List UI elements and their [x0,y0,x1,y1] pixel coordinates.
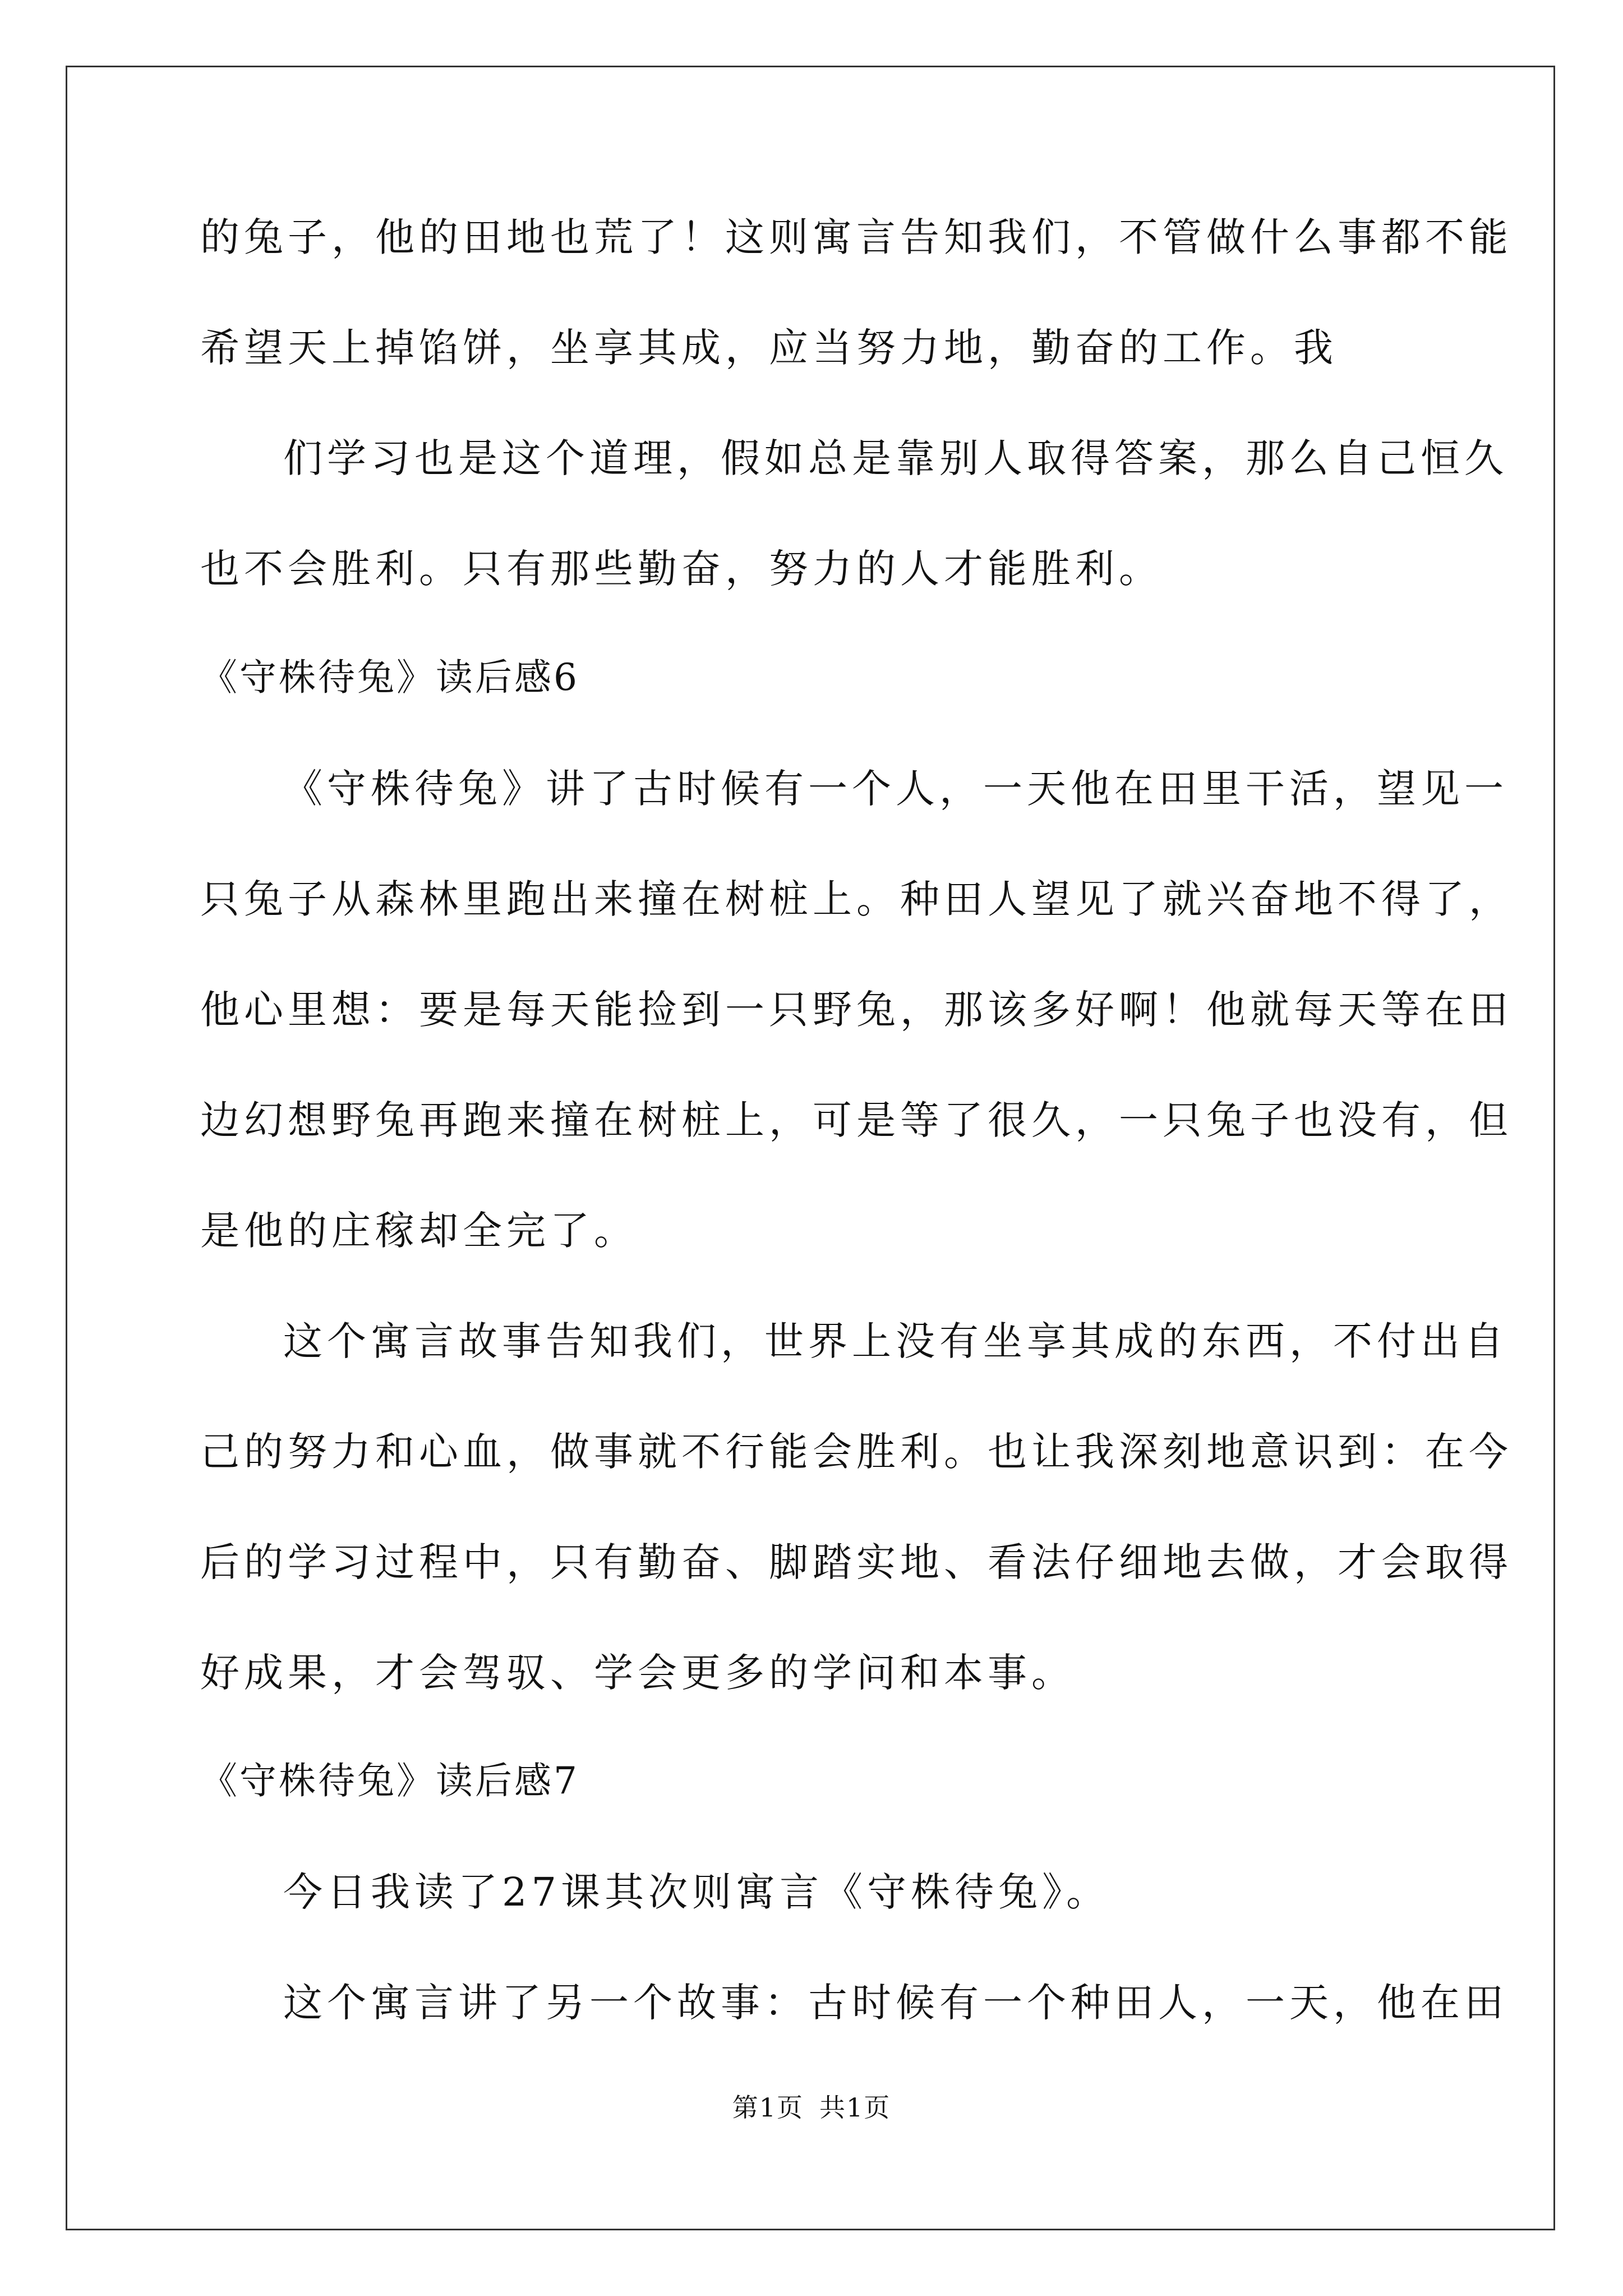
section-heading: 《守株待兔》读后感7 [200,1759,579,1802]
text-line: 《守株待兔》讲了古时候有一个人，一天他在田里干活，望见一 [283,766,1508,812]
page-total: 共1页 [819,2092,891,2123]
text-line: 后的学习过程中，只有勤奋、脚踏实地、看法仔细地去做，才会取得 [200,1539,1513,1585]
text-line: 的兔子，他的田地也荒了！这则寓言告知我们，不管做什么事都不能 [200,214,1513,260]
section-heading: 《守株待兔》读后感6 [200,656,579,699]
text-line: 只兔子从森林里跑出来撞在树桩上。种田人望见了就兴奋地不得了， [200,876,1513,922]
text-line: 边幻想野兔再跑来撞在树桩上，可是等了很久，一只兔子也没有，但 [200,1097,1513,1143]
text-line: 们学习也是这个道理，假如总是靠别人取得答案，那么自己恒久 [283,435,1508,481]
text-line: 好成果，才会驾驭、学会更多的学问和本事。 [200,1650,1075,1696]
page-number: 第1页 [732,2092,804,2123]
text-line: 他心里想：要是每天能捡到一只野兔，那该多好啊！他就每天等在田 [200,987,1513,1033]
text-line: 也不会胜利。只有那些勤奋，努力的人才能胜利。 [200,546,1163,592]
text-line: 今日我读了27课其次则寓言《守株待兔》。 [283,1869,1110,1915]
text-line: 己的努力和心血，做事就不行能会胜利。也让我深刻地意识到：在今 [200,1429,1513,1475]
text-line: 是他的庄稼却全完了。 [200,1208,638,1254]
text-line: 这个寓言故事告知我们，世界上没有坐享其成的东西，不付出自 [283,1318,1508,1364]
text-line: 这个寓言讲了另一个故事：古时候有一个种田人，一天，他在田 [283,1980,1508,2026]
page-footer [0,2091,1623,2124]
text-line: 希望天上掉馅饼，坐享其成，应当努力地，勤奋的工作。我 [200,325,1338,371]
